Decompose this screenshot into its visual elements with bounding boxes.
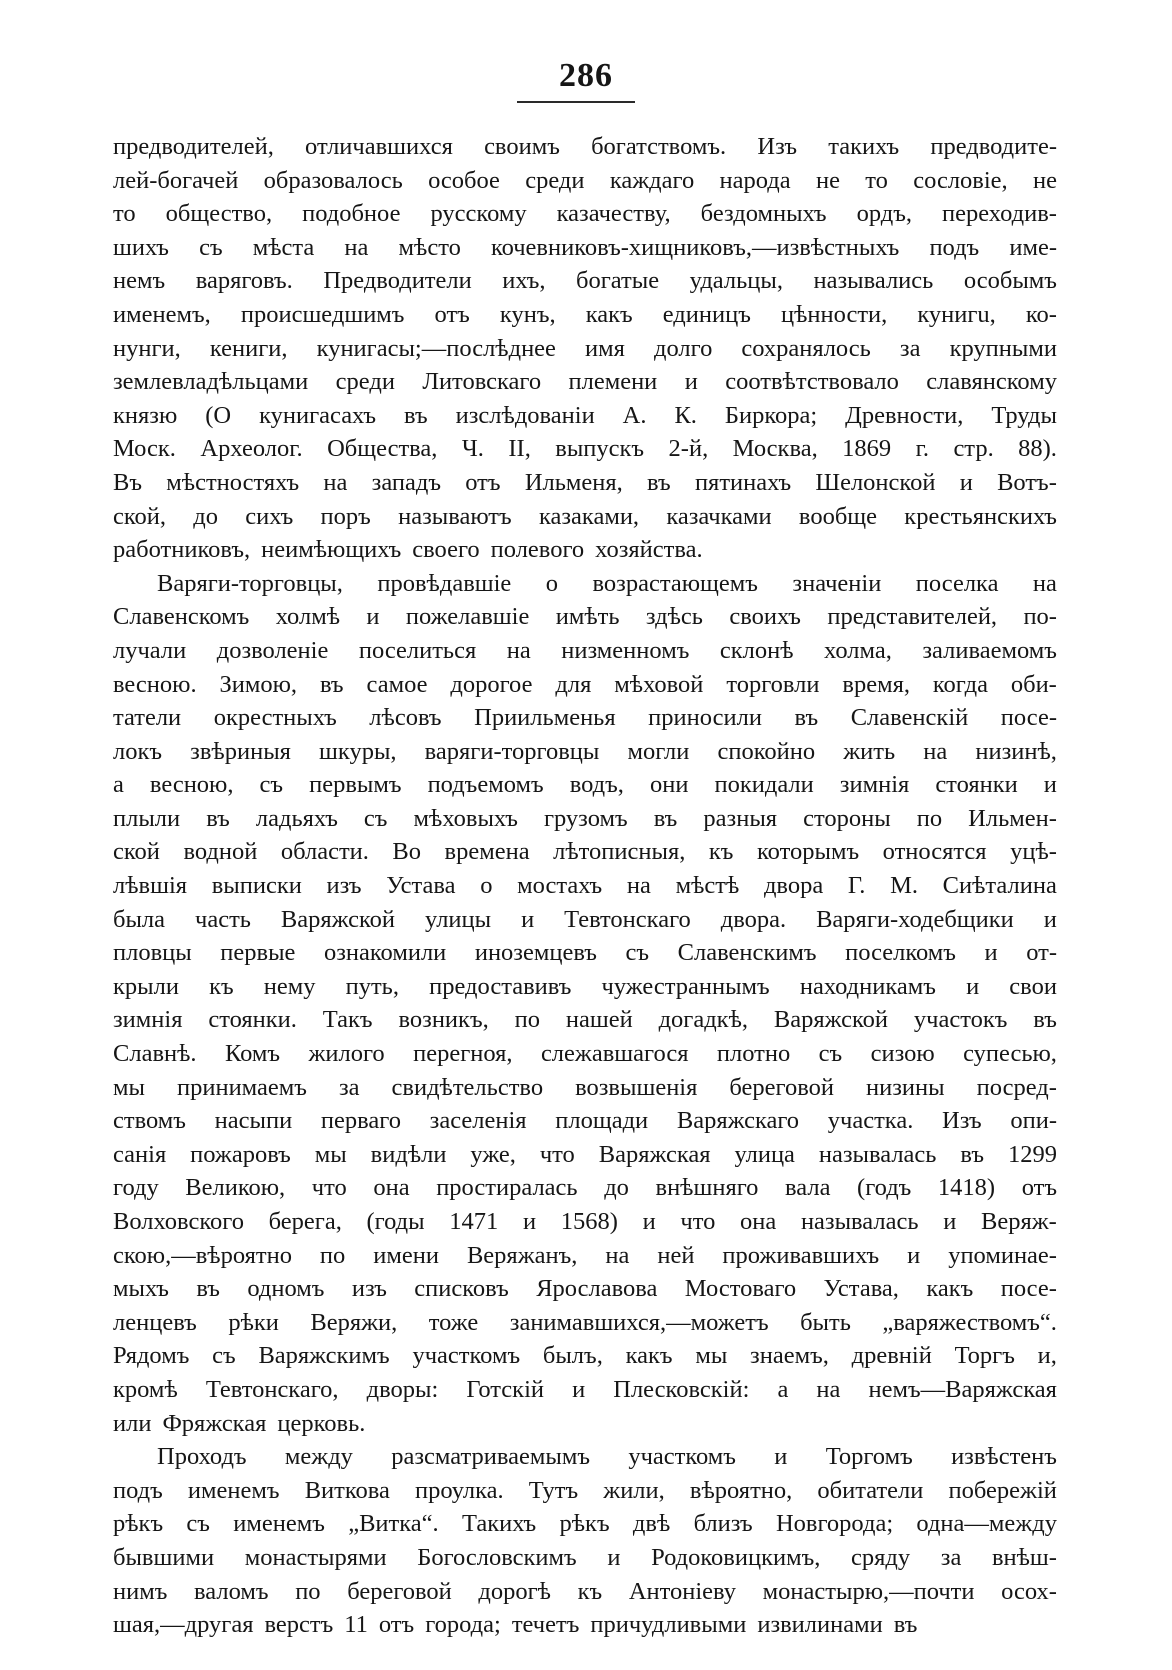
text-line: ской водной области. Во времена лѣтописныя, къ которымъ относятся уцѣ- bbox=[113, 838, 1057, 866]
text-line: Славенскомъ холмѣ и пожелавшіе имѣть здѣсь своихъ представителей, по- bbox=[113, 603, 1057, 631]
text-line: ствомъ насыпи перваго заселенія площади Варяжскаго участка. Изъ опи- bbox=[113, 1107, 1057, 1135]
text-line: Въ мѣстностяхъ на западъ отъ Ильменя, въ пятинахъ Шелонской и Вотъ- bbox=[113, 468, 1057, 496]
text-line: пловцы первые ознакомили иноземцевъ съ Славенскимъ поселкомъ и от- bbox=[113, 939, 1057, 967]
page-number: 286 bbox=[559, 57, 613, 94]
text-line: или Фряжская церковь. bbox=[113, 1409, 366, 1437]
text-line: нимъ валомъ по береговой дорогѣ къ Антоніеву монастырю,—почти осох- bbox=[113, 1577, 1057, 1605]
text-line: кромѣ Тевтонскаго, дворы: Готскій и Плесковскій: а на немъ—Варяжская bbox=[113, 1375, 1057, 1403]
text-line: году Великою, что она простиралась до внѣшняго вала (годъ 1418) отъ bbox=[113, 1174, 1057, 1202]
text-line: ской, до сихъ поръ называютъ казаками, казачками вообще крестьянскихъ bbox=[113, 502, 1057, 530]
page-number-rule bbox=[517, 101, 635, 103]
text-line: была часть Варяжской улицы и Тевтонскаго двора. Варяги-ходебщики и bbox=[113, 905, 1057, 933]
body-text bbox=[113, 130, 1057, 1642]
text-line: Волховского берега, (годы 1471 и 1568) и что она называлась и Веряж- bbox=[113, 1208, 1057, 1235]
text-line: рѣкъ съ именемъ „Витка“. Такихъ рѣкъ двѣ близъ Новгорода; одна—между bbox=[113, 1510, 1057, 1538]
text-line: нунги, кениги, кунигасы;—послѣднее имя долго сохранялось за крупными bbox=[113, 334, 1057, 362]
text-line: Моск. Археолог. Общества, Ч. II, выпускъ 2-й, Москва, 1869 г. стр. 88). bbox=[113, 435, 1057, 463]
text-line: а весною, съ первымъ подъемомъ водъ, они покидали зимнія стоянки и bbox=[113, 771, 1057, 799]
text-line: лучали дозволеніе поселиться на низменномъ склонѣ холма, заливаемомъ bbox=[113, 636, 1057, 664]
text-line: Рядомъ съ Варяжскимъ участкомъ былъ, какъ мы знаемъ, древній Торгъ и, bbox=[113, 1342, 1057, 1370]
text-line: лѣвшія выписки изъ Устава о мостахъ на мѣстѣ двора Г. М. Сиѣталина bbox=[113, 872, 1057, 900]
text-line: плыли въ ладьяхъ съ мѣховыхъ грузомъ въ разныя стороны по Ильмен- bbox=[113, 804, 1057, 832]
paragraph bbox=[113, 1440, 1057, 1642]
text-line: шая,—другая верстъ 11 отъ города; течетъ причудливыми извилинами въ bbox=[113, 1611, 918, 1639]
text-line: подъ именемъ Виткова проулка. Тутъ жили, вѣроятно, обитатели побережій bbox=[113, 1476, 1057, 1504]
text-line: предводителей, отличавшихся своимъ богатствомъ. Изъ такихъ предводите- bbox=[113, 133, 1057, 160]
text-line: зимнія стоянки. Такъ возникъ, по нашей догадкѣ, Варяжской участокъ въ bbox=[113, 1006, 1057, 1034]
text-line: то общество, подобное русскому казачеству, бездомныхъ ордъ, переходив- bbox=[113, 200, 1057, 228]
text-line: ленцевъ рѣки Веряжи, тоже занимавшихся,—можетъ быть „варяжествомъ“. bbox=[113, 1308, 1057, 1336]
text-line: санія пожаровъ мы видѣли уже, что Варяжская улица называлась въ 1299 bbox=[113, 1140, 1057, 1168]
text-line: весною. Зимою, въ самое дорогое для мѣховой торговли время, когда оби- bbox=[113, 670, 1057, 698]
text-line: князю (О кунигасахъ въ изслѣдованіи А. К. Биркора; Древности, Труды bbox=[113, 401, 1057, 429]
text-line: шихъ съ мѣста на мѣсто кочевниковъ-хищниковъ,—извѣстныхъ подъ име- bbox=[113, 233, 1057, 261]
text-line: бывшими монастырями Богословскимъ и Родоковицкимъ, сряду за внѣш- bbox=[113, 1543, 1057, 1571]
text-line: мыхъ въ одномъ изъ списковъ Ярославова Мостоваго Устава, какъ посе- bbox=[113, 1275, 1057, 1303]
paragraph bbox=[113, 567, 1057, 1440]
text-line: Проходъ между разсматриваемымъ участкомъ и Торгомъ извѣстенъ bbox=[157, 1443, 1057, 1471]
text-line: скою,—вѣроятно по имени Веряжанъ, на ней проживавшихъ и упоминае- bbox=[113, 1241, 1057, 1269]
text-line: Славнѣ. Комъ жилого перегноя, слежавшагося плотно съ сизою супесью, bbox=[113, 1040, 1057, 1068]
text-line: локъ звѣриныя шкуры, варяги-торговцы могли спокойно жить на низинѣ, bbox=[113, 737, 1057, 765]
paragraph bbox=[113, 130, 1057, 567]
text-line: работниковъ, неимѣющихъ своего полевого хозяйства. bbox=[113, 536, 703, 564]
text-line: мы принимаемъ за свидѣтельство возвышенія береговой низины посред- bbox=[113, 1073, 1057, 1101]
text-line: татели окрестныхъ лѣсовъ Приильменья приносили въ Славенскій посе- bbox=[113, 704, 1057, 732]
text-line: крыли къ нему путь, предоставивъ чужестраннымъ находникамъ и свои bbox=[113, 972, 1057, 1000]
text-line: землевладѣльцами среди Литовскаго племени и соотвѣтствовало славянскому bbox=[113, 368, 1057, 396]
text-line: немъ варяговъ. Предводители ихъ, богатые удальцы, назывались особымъ bbox=[113, 267, 1057, 295]
text-line: лей-богачей образовалось особое среди каждаго народа не то сословіе, не bbox=[113, 166, 1057, 194]
text-line: именемъ, происшедшимъ отъ кунъ, какъ единицъ цѣнности, кунигu, ко- bbox=[113, 300, 1057, 328]
text-line: Варяги-торговцы, провѣдавшіе о возрастающемъ значеніи поселка на bbox=[157, 569, 1057, 597]
